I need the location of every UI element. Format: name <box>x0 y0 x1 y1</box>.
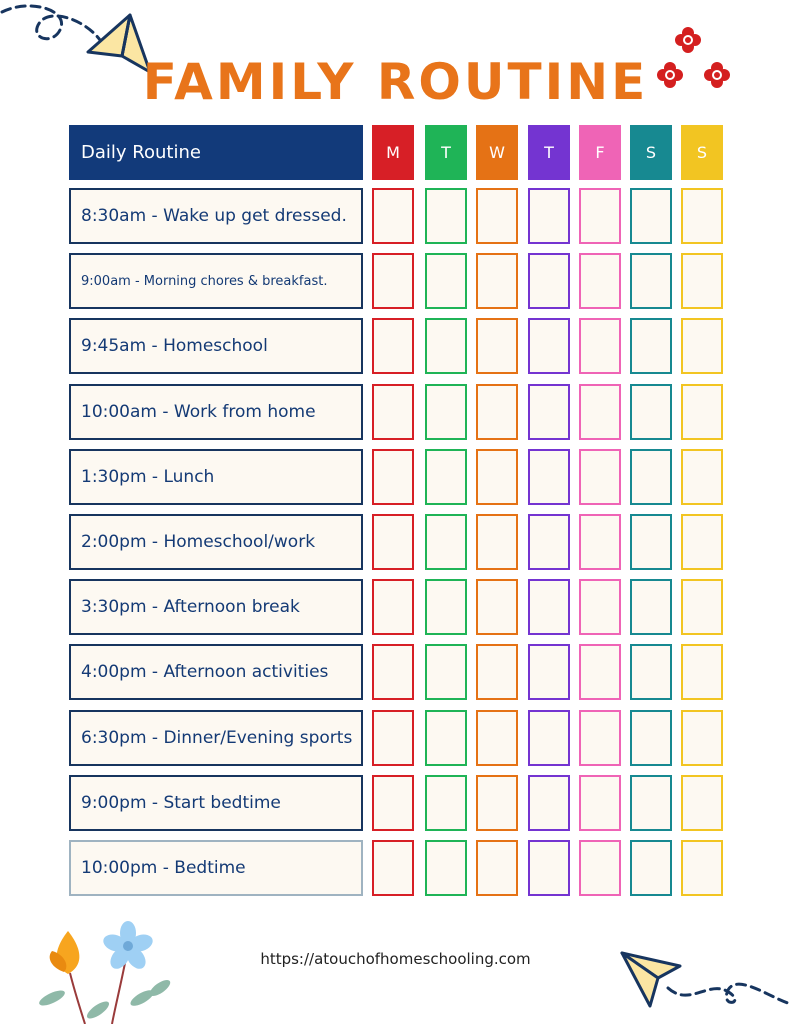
checkbox-cell[interactable] <box>528 579 570 635</box>
day-header-5: S <box>630 125 672 180</box>
checkbox-cell[interactable] <box>630 579 672 635</box>
checkbox-cell[interactable] <box>579 710 621 766</box>
checkbox-cell[interactable] <box>425 514 467 570</box>
checkbox-cell[interactable] <box>630 514 672 570</box>
checkbox-cell[interactable] <box>476 775 518 831</box>
checkbox-cell[interactable] <box>630 775 672 831</box>
checkbox-cell[interactable] <box>425 253 467 309</box>
checkbox-cell[interactable] <box>630 384 672 440</box>
checkbox-cell[interactable] <box>630 840 672 896</box>
checkbox-cell[interactable] <box>630 644 672 700</box>
checkbox-cell[interactable] <box>372 318 414 374</box>
checkbox-cell[interactable] <box>476 579 518 635</box>
checkbox-cell[interactable] <box>372 710 414 766</box>
checkbox-cell[interactable] <box>476 710 518 766</box>
checkbox-cell[interactable] <box>476 514 518 570</box>
checkbox-cell[interactable] <box>579 449 621 505</box>
checkbox-cell[interactable] <box>425 644 467 700</box>
checkbox-cell[interactable] <box>372 775 414 831</box>
checkbox-cell[interactable] <box>372 253 414 309</box>
checkbox-cell[interactable] <box>372 579 414 635</box>
checkbox-cell[interactable] <box>579 253 621 309</box>
checkbox-cell[interactable] <box>579 318 621 374</box>
checkbox-cell[interactable] <box>579 644 621 700</box>
checkbox-cell[interactable] <box>681 514 723 570</box>
checkbox-cell[interactable] <box>425 710 467 766</box>
day-header-1: T <box>425 125 467 180</box>
day-header-2: W <box>476 125 518 180</box>
checkbox-cell[interactable] <box>630 253 672 309</box>
daily-routine-header: Daily Routine <box>69 125 363 180</box>
checkbox-cell[interactable] <box>528 514 570 570</box>
checkbox-cell[interactable] <box>630 188 672 244</box>
checkbox-cell[interactable] <box>372 514 414 570</box>
checkbox-cell[interactable] <box>681 253 723 309</box>
checkbox-cell[interactable] <box>579 579 621 635</box>
checkbox-cell[interactable] <box>425 188 467 244</box>
checkbox-cell[interactable] <box>528 775 570 831</box>
checkbox-cell[interactable] <box>681 318 723 374</box>
checkbox-cell[interactable] <box>681 840 723 896</box>
checkbox-cell[interactable] <box>630 710 672 766</box>
checkbox-cell[interactable] <box>681 644 723 700</box>
checkbox-cell[interactable] <box>681 710 723 766</box>
checkbox-cell[interactable] <box>476 840 518 896</box>
checkbox-cell[interactable] <box>425 318 467 374</box>
checkbox-cell[interactable] <box>681 449 723 505</box>
checkbox-cell[interactable] <box>425 579 467 635</box>
checkbox-cell[interactable] <box>579 188 621 244</box>
checkbox-cell[interactable] <box>630 318 672 374</box>
checkbox-cell[interactable] <box>681 775 723 831</box>
checkbox-cell[interactable] <box>681 579 723 635</box>
checkbox-cell[interactable] <box>528 188 570 244</box>
checkbox-cell[interactable] <box>476 253 518 309</box>
routine-task: 3:30pm - Afternoon break <box>69 579 363 635</box>
checkbox-cell[interactable] <box>476 384 518 440</box>
checkbox-cell[interactable] <box>372 384 414 440</box>
checkbox-cell[interactable] <box>372 840 414 896</box>
routine-task: 10:00am - Work from home <box>69 384 363 440</box>
checkbox-cell[interactable] <box>579 840 621 896</box>
checkbox-cell[interactable] <box>476 449 518 505</box>
checkbox-cell[interactable] <box>528 449 570 505</box>
checkbox-cell[interactable] <box>476 318 518 374</box>
checkbox-cell[interactable] <box>528 840 570 896</box>
routine-task: 10:00pm - Bedtime <box>69 840 363 896</box>
checkbox-cell[interactable] <box>528 644 570 700</box>
checkbox-cell[interactable] <box>579 384 621 440</box>
day-header-6: S <box>681 125 723 180</box>
checkbox-cell[interactable] <box>425 384 467 440</box>
paper-plane-bottom-icon <box>620 948 791 1024</box>
page-title: FAMILY ROUTINE <box>142 53 649 111</box>
checkbox-cell[interactable] <box>372 644 414 700</box>
checkbox-cell[interactable] <box>579 775 621 831</box>
checkbox-cell[interactable] <box>372 449 414 505</box>
checkbox-cell[interactable] <box>579 514 621 570</box>
checkbox-cell[interactable] <box>528 318 570 374</box>
checkbox-cell[interactable] <box>528 710 570 766</box>
checkbox-cell[interactable] <box>476 644 518 700</box>
routine-task: 2:00pm - Homeschool/work <box>69 514 363 570</box>
checkbox-cell[interactable] <box>681 188 723 244</box>
footer-url[interactable]: https://atouchofhomeschooling.com <box>260 950 531 968</box>
checkbox-cell[interactable] <box>476 188 518 244</box>
flowers-illustration <box>30 918 180 1024</box>
routine-task: 1:30pm - Lunch <box>69 449 363 505</box>
routine-task: 9:00am - Morning chores & breakfast. <box>69 253 363 309</box>
checkbox-cell[interactable] <box>630 449 672 505</box>
checkbox-cell[interactable] <box>425 840 467 896</box>
checkbox-cell[interactable] <box>425 775 467 831</box>
routine-task: 8:30am - Wake up get dressed. <box>69 188 363 244</box>
checkbox-cell[interactable] <box>528 384 570 440</box>
routine-task: 6:30pm - Dinner/Evening sports <box>69 710 363 766</box>
routine-task: 9:45am - Homeschool <box>69 318 363 374</box>
checkbox-cell[interactable] <box>681 384 723 440</box>
checkbox-cell[interactable] <box>372 188 414 244</box>
day-header-4: F <box>579 125 621 180</box>
checkbox-cell[interactable] <box>425 449 467 505</box>
day-header-3: T <box>528 125 570 180</box>
day-header-0: M <box>372 125 414 180</box>
checkbox-cell[interactable] <box>528 253 570 309</box>
routine-task: 9:00pm - Start bedtime <box>69 775 363 831</box>
routine-task: 4:00pm - Afternoon activities <box>69 644 363 700</box>
